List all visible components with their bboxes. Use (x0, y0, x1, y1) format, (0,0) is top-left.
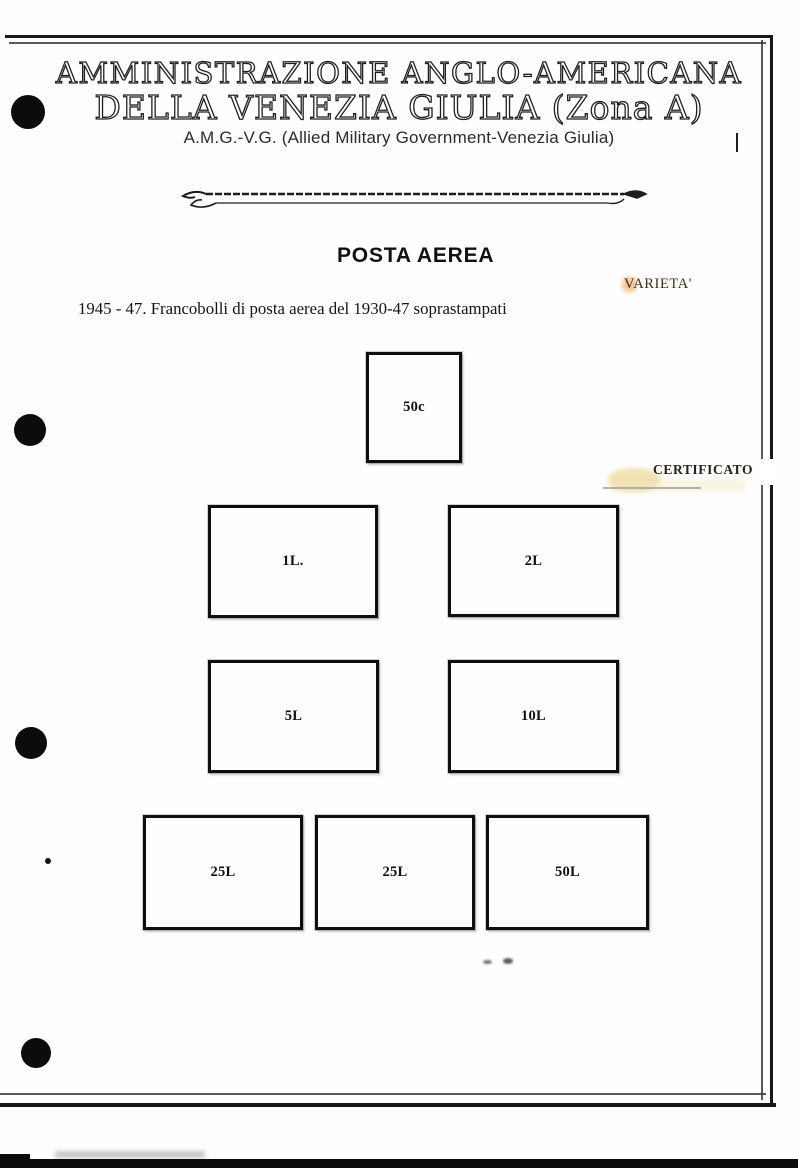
stamp-denomination: 5L (284, 708, 303, 724)
scan-tick-mark (736, 133, 738, 152)
stamp-box-2l (448, 505, 619, 617)
frame-scan-gap (758, 459, 778, 485)
scan-speck (483, 960, 492, 964)
stamp-box-5l (208, 660, 379, 773)
scan-speck (503, 958, 513, 964)
page-subtitle: A.M.G.-V.G. (Allied Military Government-Venezia Giulia) (183, 128, 615, 147)
series-description: 1945 - 47. Francobolli di posta aerea del 1930-47 soprastampati (78, 299, 507, 318)
frame-bottom-inner (0, 1093, 766, 1095)
frame-right-inner (761, 40, 763, 1100)
frame-right-outer (770, 35, 773, 1107)
stamp-box-10l (448, 660, 619, 773)
scan-edge-bar-left (0, 1154, 30, 1168)
stamp-denomination: 2L (524, 552, 543, 569)
stamp-denomination: 1L. (282, 553, 304, 569)
margin-note-certificato: CERTIFICATO (653, 462, 754, 477)
stamp-denomination: 25L (210, 864, 236, 880)
stamp-box-25l-a (143, 815, 303, 930)
ink-dot (45, 858, 51, 864)
frame-bottom-outer (0, 1103, 776, 1107)
scan-edge-bar (0, 1159, 798, 1168)
stamp-box-50c (366, 352, 462, 463)
stamp-denomination: 10L (520, 708, 547, 724)
certificato-highlight-trail (612, 479, 745, 492)
stamp-denomination: 25L (382, 864, 408, 880)
punch-hole (15, 727, 47, 759)
pencil-underline (603, 487, 701, 489)
margin-note-varieta: VARIETA' (624, 276, 693, 292)
punch-hole (14, 414, 46, 446)
scan-smudge (55, 1151, 205, 1158)
section-heading: POSTA AEREA (337, 244, 495, 267)
ornamental-divider (172, 182, 648, 216)
stamp-box-50l (486, 815, 649, 930)
frame-top-inner (9, 42, 766, 44)
stamp-denomination: 50c (403, 399, 425, 415)
stamp-denomination: 50L (554, 864, 581, 880)
page-title-line2: DELLA VENEZIA GIULIA (Zona A) (94, 88, 704, 127)
stamp-box-25l-b (315, 815, 475, 930)
punch-hole (21, 1038, 51, 1068)
frame-top-outer (5, 35, 773, 38)
page-title-line1: AMMINISTRAZIONE ANGLO-AMERICANA (55, 56, 743, 90)
stamp-box-1l (208, 505, 378, 618)
